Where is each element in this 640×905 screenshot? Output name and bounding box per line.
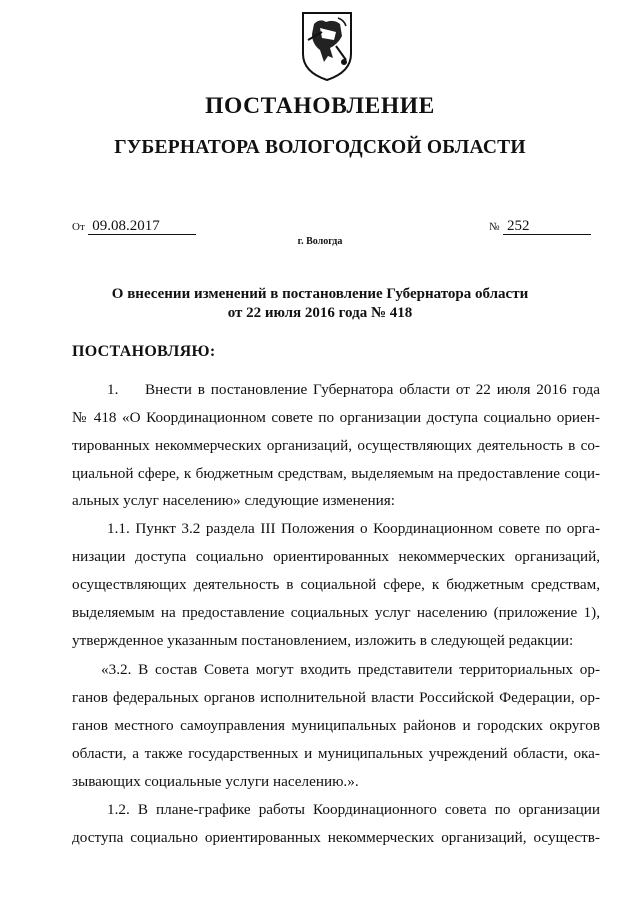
date-field — [72, 218, 196, 235]
body-line: 1.2. В плане-графике работы Координационного совета по организации — [107, 801, 600, 818]
body-line: ганов местного самоуправления муниципальных районов и городских округов — [72, 717, 600, 734]
vologda-coat-of-arms-icon — [300, 10, 354, 82]
body-line: Внести в постановление Губернатора области от 22 июля 2016 года — [145, 381, 600, 398]
paragraph-1-number: 1. — [107, 381, 119, 398]
number-prefix: № — [489, 221, 500, 233]
body-line: циальной сфере, к бюджетным средствам, выделяемым на предоставление соци- — [72, 465, 600, 482]
body-line: выделяемым на предоставление социальных услуг населению (приложение 1), — [72, 604, 600, 621]
subject-line-1: О внесении изменений в постановление Губернатора области — [111, 286, 529, 302]
body-line: низации доступа социально ориентированных некоммерческих организаций, — [72, 548, 600, 565]
subject-line-2: от 22 июля 2016 года № 418 — [227, 305, 413, 321]
body-line: альных услуг населению» следующие изменения: — [72, 492, 395, 509]
body-line: тированных некоммерческих организаций, осуществляющих деятельность в со- — [72, 437, 600, 454]
date-prefix: От — [72, 221, 85, 233]
body-line: 1.1. Пункт 3.2 раздела III Положения о Координационном совете по орга- — [107, 520, 600, 537]
body-line: ганов федеральных органов исполнительной власти Российской Федерации, ор- — [72, 689, 600, 706]
number-field — [489, 218, 591, 235]
city-label: г. Вологда — [297, 236, 343, 247]
body-line: утвержденное указанным постановлением, изложить в следующей редакции: — [72, 632, 574, 649]
body-line: зывающих социальные услуги населению.». — [72, 773, 359, 790]
body-line: осуществляющих деятельность в социальной сфере, к бюджетным средствам, — [72, 576, 600, 593]
decree-word: ПОСТАНОВЛЯЮ: — [72, 343, 216, 360]
body-line: № 418 «О Координационном совете по организации доступа социально ориен- — [72, 409, 600, 426]
document-subtitle: ГУБЕРНАТОРА ВОЛОГОДСКОЙ ОБЛАСТИ — [114, 137, 526, 158]
body-line: области, а также государственных и муниципальных учреждений области, ока- — [72, 745, 600, 762]
body-line: «3.2. В состав Совета могут входить представители территориальных ор- — [101, 661, 600, 678]
document-title: ПОСТАНОВЛЕНИЕ — [205, 93, 435, 119]
body-line: доступа социально ориентированных некоммерческих организаций, осуществ- — [72, 829, 600, 846]
document-number: 252 — [503, 218, 591, 235]
subject-heading — [100, 285, 540, 323]
document-date: 09.08.2017 — [88, 218, 196, 235]
